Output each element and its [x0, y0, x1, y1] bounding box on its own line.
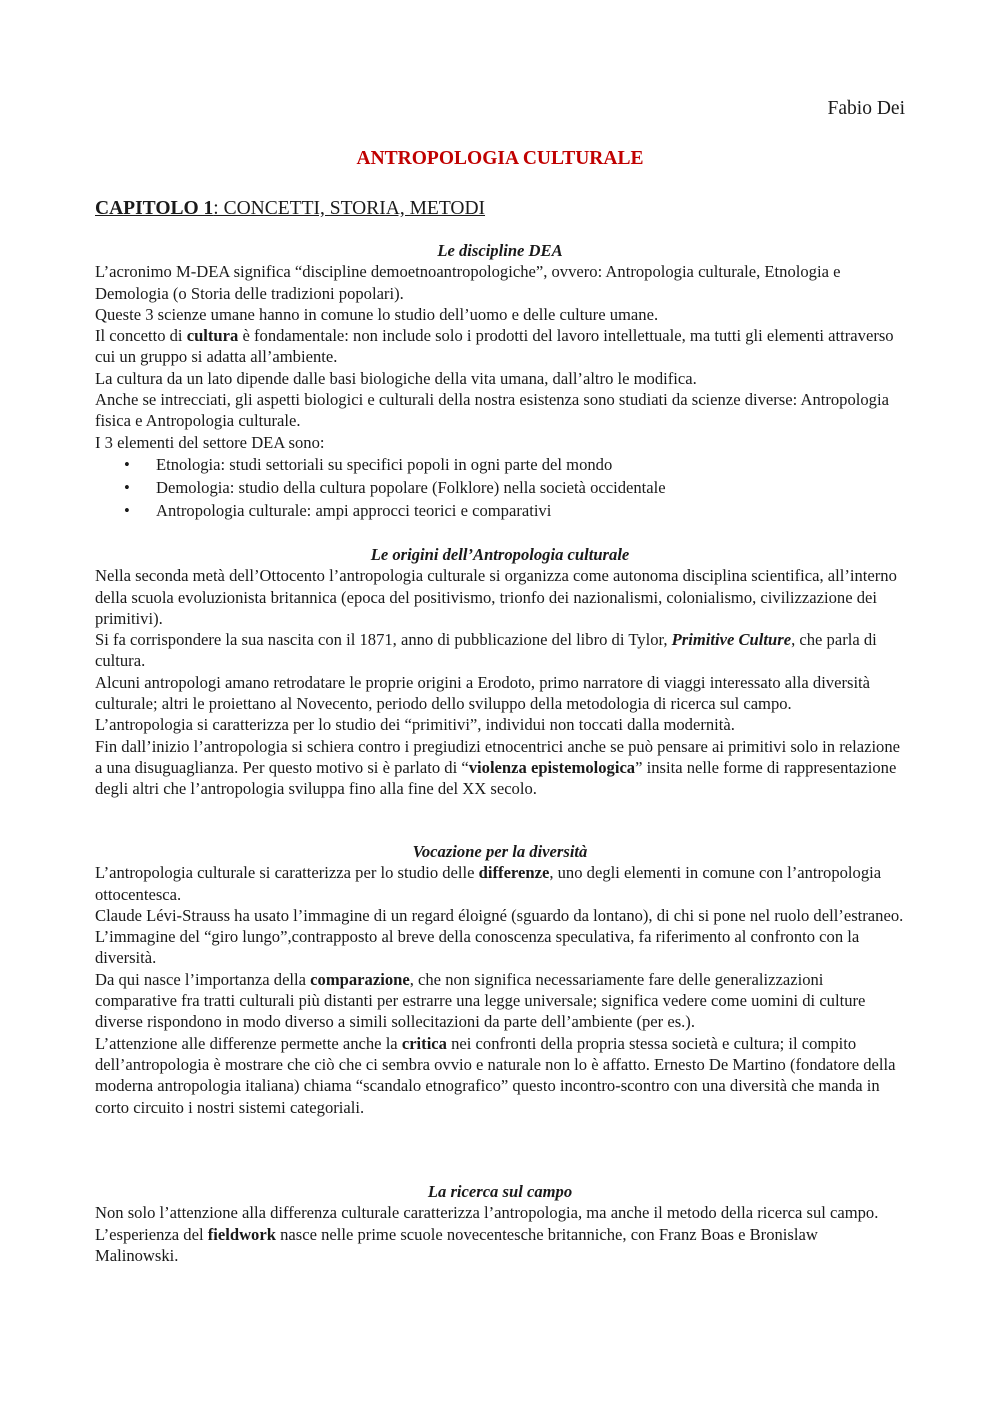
list-item-text: Demologia: studio della cultura popolare (Folklore) nella società occidentale — [156, 477, 666, 497]
section-title: Le discipline DEA — [437, 241, 563, 260]
bullet-icon: • — [124, 454, 130, 474]
paragraph — [95, 862, 905, 905]
bold-term: violenza epistemologica — [468, 757, 636, 777]
bullet-icon: • — [124, 500, 130, 520]
text-run: Da qui nasce l’importanza della — [95, 969, 311, 989]
list-item — [95, 476, 905, 499]
text-run: L’antropologia culturale si caratterizza per lo studio delle — [95, 863, 479, 883]
text-run: , che parla di cultura. — [95, 630, 877, 671]
text-run: L’attenzione alle differenze permette anche la — [95, 1033, 402, 1053]
section-title: Le origini dell’Antropologia culturale — [370, 545, 630, 564]
bold-term: cultura — [186, 326, 239, 346]
chapter-heading — [95, 197, 485, 221]
text-run: Il concetto di — [95, 326, 187, 346]
list-item-text: Etnologia: studi settoriali su specifici popoli in ogni parte del mondo — [156, 454, 613, 474]
text-run: , che non significa necessariamente fare delle generalizzazioni comparative fra tratti culturali più distanti per estrarre una legge universale; significa vedere come uomini di culture diverse rispondono in modo diverso a simili sollecitazioni da parte dell’ambiente (per es.). — [95, 969, 866, 1032]
paragraph — [95, 325, 905, 368]
paragraph — [95, 969, 905, 1033]
text-run: è fondamentale: non include solo i prodotti del lavoro intellettuale, ma tutti gli elementi attraverso cui un gruppo si adatta all’ambiente. — [95, 326, 894, 367]
section-vocazione — [95, 841, 905, 1118]
bullet-list — [95, 453, 905, 522]
section-discipline-dea — [95, 240, 905, 522]
section-title: Vocazione per la diversità — [412, 842, 588, 861]
section-title: La ricerca sul campo — [427, 1182, 573, 1201]
list-item — [95, 453, 905, 476]
paragraph: Claude Lévi-Strauss ha usato l’immagine di un regard éloigné (sguardo da lontano), di chi si pone nel ruolo dell’estraneo. — [95, 905, 904, 925]
bold-term: fieldwork — [207, 1224, 276, 1244]
author-name: Fabio Dei — [827, 98, 905, 119]
section-ricerca-campo — [95, 1181, 905, 1266]
paragraph: L’acronimo M-DEA significa “discipline demoetnoantropologiche”, ovvero: Antropologia culturale, Etnologia e Demologia (o Storia delle tradizioni popolari). — [95, 262, 841, 303]
list-item — [95, 499, 905, 522]
paragraph — [95, 1202, 905, 1266]
document-title: ANTROPOLOGIA CULTURALE — [356, 148, 644, 169]
paragraph: L’immagine del “giro lungo”,contrapposto al breve della conoscenza speculativa, fa riferimento al confronto con la diversità. — [95, 927, 860, 968]
chapter-number: CAPITOLO 1 — [95, 198, 214, 219]
text-run: Si fa corrispondere la sua nascita con il 1871, anno di pubblicazione del libro di Tylor, — [95, 630, 672, 650]
paragraph — [95, 736, 905, 800]
chapter-subtitle: : CONCETTI, STORIA, METODI — [213, 198, 486, 219]
book-title: Primitive Culture — [671, 630, 792, 650]
text-run: nei confronti della propria stessa società e cultura; il compito dell’antropologia è mostrare che ciò che ci sembra ovvio e naturale non lo è affatto. Ernesto De Martino (fondatore della moderna antropologia italiana) chiama “scandalo etnografico” questo incontro-scontro con una diversità che manda in corto circuito i nostri sistemi categoriali. — [95, 1033, 896, 1117]
paragraph: Queste 3 scienze umane hanno in comune lo studio dell’uomo e delle culture umane. — [95, 304, 659, 324]
text-run: , uno degli elementi in comune con l’antropologia ottocentesca. — [95, 863, 882, 904]
paragraph — [95, 629, 905, 672]
bold-term: differenze — [478, 863, 550, 883]
paragraph: La cultura da un lato dipende dalle basi biologiche della vita umana, dall’altro le modifica. — [95, 368, 697, 388]
paragraph: Anche se intrecciati, gli aspetti biologici e culturali della nostra esistenza sono studiati da scienze diverse: Antropologia fisica e Antropologia culturale. — [95, 390, 889, 431]
section-origini — [95, 544, 905, 800]
paragraph: Nella seconda metà dell’Ottocento l’antropologia culturale si organizza come autonoma disciplina scientifica, all’interno della scuola evoluzionista britannica (epoca del positivismo, trionfo dei nazionalismi, colonialismo, civilizzazione dei primitivi). — [95, 566, 897, 628]
paragraph: I 3 elementi del settore DEA sono: — [95, 432, 325, 452]
text-run: Fin dall’inizio l’antropologia si schiera contro i pregiudizi etnocentrici anche se può pensare ai primitivi solo in relazione a una disuguaglianza. Per questo motivo si è parlato di “ — [95, 736, 901, 777]
paragraph: Alcuni antropologi amano retrodatare le proprie origini a Erodoto, primo narratore di viaggi interessato alla diversità culturale; altri le proiettano al Novecento, periodo dello sviluppo della metodologia di ricerca sul campo. — [95, 672, 871, 714]
text-run: Non solo l’attenzione alla differenza culturale caratterizza l’antropologia, ma anche il metodo della ricerca sul campo. L’esperienza del — [95, 1203, 879, 1244]
list-item-text: Antropologia culturale: ampi approcci teorici e comparativi — [156, 500, 552, 520]
bold-term: comparazione — [310, 969, 410, 989]
text-run: ” insita nelle forme di rappresentazione degli altri che l’antropologia sviluppa fino alla fine del XX secolo. — [95, 757, 897, 799]
paragraph — [95, 1033, 905, 1118]
bold-term: critica — [401, 1033, 447, 1053]
text-run: nasce nelle prime scuole novecentesche britanniche, con Franz Boas e Bronislaw Malinowski. — [95, 1224, 818, 1265]
paragraph: L’antropologia si caratterizza per lo studio dei “primitivi”, individui non toccati dalla modernità. — [95, 715, 735, 735]
bullet-icon: • — [124, 477, 130, 497]
